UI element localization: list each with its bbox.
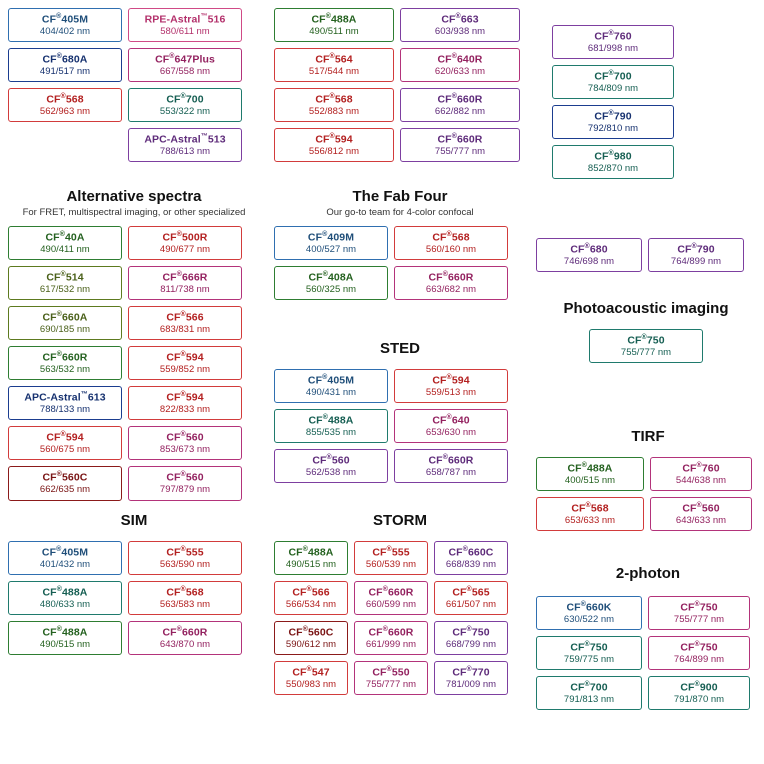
dye-chip[interactable] [8, 466, 122, 500]
dye-wavelength: 580/611 nm [160, 25, 210, 37]
dye-chip[interactable] [552, 65, 674, 99]
dye-wavelength: 400/515 nm [564, 474, 616, 486]
dye-wavelength: 759/775 nm [563, 653, 615, 665]
dye-wavelength: 552/883 nm [308, 106, 360, 118]
dye-wavelength: 603/938 nm [434, 25, 486, 37]
dye-name: CF®750 [452, 626, 490, 639]
dye-wavelength: 559/513 nm [425, 386, 477, 398]
dye-wavelength: 788/133 nm [39, 404, 91, 416]
dye-wavelength: 563/583 nm [159, 598, 211, 610]
dye-chip[interactable] [8, 541, 122, 575]
dye-name: CF®980 [594, 150, 632, 163]
dye-name: CF®566 [292, 586, 330, 599]
dye-name: CF®405M [41, 13, 89, 26]
dye-wavelength: 560/160 nm [425, 243, 477, 255]
dye-chip[interactable] [552, 145, 674, 179]
dye-wavelength: 755/777 nm [673, 613, 725, 625]
group-top-middle [274, 8, 534, 168]
dye-name: CF®660R [162, 626, 208, 639]
dye-wavelength: 490/515 nm [39, 639, 91, 651]
dye-wavelength: 563/532 nm [39, 364, 91, 376]
dye-chip[interactable] [128, 386, 242, 420]
dye-chip[interactable] [434, 661, 508, 695]
dye-chip[interactable] [274, 541, 348, 575]
dye-wavelength: 556/812 nm [308, 146, 360, 158]
dye-chip[interactable] [650, 497, 752, 531]
dye-wavelength: 653/633 nm [564, 514, 616, 526]
dye-chip[interactable] [128, 541, 242, 575]
dye-wavelength: 660/599 nm [365, 598, 417, 610]
dye-wavelength: 517/544 nm [308, 65, 360, 77]
dye-chip[interactable] [552, 25, 674, 59]
chip-grid-top-left [8, 8, 260, 168]
dye-wavelength: 490/411 nm [40, 243, 90, 255]
dye-chip[interactable] [8, 226, 122, 260]
dye-chip[interactable] [128, 466, 242, 500]
dye-name: CF®566 [166, 311, 204, 324]
section-title-two-photon: 2-photon [615, 565, 681, 582]
dye-wavelength: 400/527 nm [305, 243, 357, 255]
dye-wavelength: 755/777 nm [620, 347, 672, 359]
dye-name: CF®900 [680, 681, 718, 694]
group-tirf [536, 428, 760, 537]
dye-chip[interactable] [434, 621, 508, 655]
chip-grid-two-photon [536, 596, 760, 716]
dye-chip[interactable] [274, 581, 348, 615]
dye-wavelength: 855/535 nm [305, 426, 357, 438]
dye-chip[interactable] [128, 128, 242, 162]
group-top-right [552, 25, 682, 185]
section-title-fab-four: The Fab Four [352, 188, 448, 205]
dye-wavelength: 658/787 nm [425, 467, 477, 479]
dye-name: CF®660R [437, 133, 483, 146]
dye-chip[interactable] [274, 8, 394, 42]
dye-name: CF®660R [428, 454, 474, 467]
dye-name: CF®40A [45, 231, 85, 244]
dye-wavelength: 590/612 nm [285, 639, 337, 651]
group-photoacoustic [536, 238, 756, 369]
dye-chip[interactable] [274, 661, 348, 695]
section-title-tirf: TIRF [631, 428, 665, 445]
section-title-alternative-spectra: Alternative spectra [66, 188, 202, 205]
section-title-sim: SIM [120, 512, 148, 529]
dye-chip[interactable] [400, 88, 520, 122]
dye-wavelength: 792/810 nm [587, 123, 639, 135]
dye-chip[interactable] [536, 238, 642, 272]
dye-name: CF®640R [437, 53, 483, 66]
chip-grid-sim [8, 541, 260, 661]
dye-name: CF®488A [567, 462, 613, 475]
dye-name: CF®760 [594, 30, 632, 43]
dye-name: CF®568 [571, 502, 609, 515]
dye-name: CF®660R [437, 93, 483, 106]
dye-name: CF®700 [594, 70, 632, 83]
dye-chip[interactable] [128, 88, 242, 122]
dye-chip[interactable] [394, 266, 508, 300]
dye-chip[interactable] [128, 426, 242, 460]
dye-name: CF®560 [166, 471, 204, 484]
dye-chip[interactable] [354, 581, 428, 615]
dye-chip[interactable] [536, 676, 642, 710]
dye-name: CF®750 [680, 601, 718, 614]
dye-wavelength: 755/777 nm [365, 679, 417, 691]
dye-wavelength: 617/532 nm [39, 283, 91, 295]
dye-name: CF®594 [166, 351, 204, 364]
dye-name: CF®770 [452, 666, 490, 679]
dye-name: CF®568 [432, 231, 470, 244]
dye-wavelength: 663/682 nm [425, 283, 477, 295]
dye-wavelength: 668/839 nm [445, 558, 497, 570]
dye-wavelength: 788/613 nm [159, 146, 211, 158]
dye-chip[interactable] [434, 541, 508, 575]
dye-wavelength: 668/799 nm [445, 639, 497, 651]
dye-chip[interactable] [128, 8, 242, 42]
dye-wavelength: 550/983 nm [285, 679, 337, 691]
dye-wavelength: 791/813 nm [563, 694, 615, 706]
dye-chip[interactable] [8, 266, 122, 300]
dye-wavelength: 797/879 nm [159, 484, 211, 496]
section-subtitle-alternative-spectra: For FRET, multispectral imaging, or other specialized [22, 207, 246, 218]
dye-name: CF®700 [570, 681, 608, 694]
group-sim [8, 512, 260, 661]
group-alternative-spectra [8, 188, 260, 507]
dye-name: CF®560 [312, 454, 350, 467]
dye-name: CF®514 [46, 271, 84, 284]
dye-wavelength: 667/558 nm [159, 65, 211, 77]
dye-name: CF®750 [570, 641, 608, 654]
dye-chip[interactable] [394, 449, 508, 483]
dye-name: CF®594 [315, 133, 353, 146]
dye-chip[interactable] [128, 226, 242, 260]
dye-name: CF®409M [307, 231, 355, 244]
dye-name: CF®500R [162, 231, 208, 244]
dye-chip[interactable] [536, 596, 642, 630]
dye-wavelength: 566/534 nm [285, 598, 337, 610]
dye-name: CF®660K [566, 601, 612, 614]
dye-chip[interactable] [274, 48, 394, 82]
dye-name: CF®594 [46, 431, 84, 444]
dye-chip[interactable] [274, 409, 388, 443]
dye-name: CF®663 [441, 13, 479, 26]
dye-chip[interactable] [394, 226, 508, 260]
dye-chip[interactable] [648, 238, 744, 272]
dye-name: CF®408A [308, 271, 354, 284]
dye-chip[interactable] [8, 621, 122, 655]
dye-name: CF®680A [42, 53, 88, 66]
dye-name: CF®660R [428, 271, 474, 284]
dye-wavelength: 560/325 nm [305, 283, 357, 295]
dye-chip[interactable] [354, 541, 428, 575]
dye-chip[interactable] [354, 661, 428, 695]
chip-grid-sted [274, 369, 526, 489]
dye-chip[interactable] [274, 88, 394, 122]
group-sted [274, 340, 526, 489]
dye-chip[interactable] [536, 497, 644, 531]
dye-name: CF®405M [307, 374, 355, 387]
dye-chip[interactable] [434, 581, 508, 615]
dye-wavelength: 620/633 nm [434, 65, 486, 77]
dye-name: CF®488A [311, 13, 357, 26]
dye-wavelength: 643/870 nm [159, 639, 211, 651]
dye-wavelength: 401/432 nm [39, 558, 91, 570]
dye-name: APC-Astral™513 [144, 133, 226, 146]
dye-chip[interactable] [8, 426, 122, 460]
dye-name: CF®594 [166, 391, 204, 404]
dye-wavelength: 490/515 nm [285, 558, 337, 570]
dye-name: APC-Astral™613 [24, 391, 106, 404]
dye-chip[interactable] [8, 88, 122, 122]
dye-chip[interactable] [394, 369, 508, 403]
dye-name: CF®660R [368, 586, 414, 599]
dye-wavelength: 683/831 nm [159, 324, 211, 336]
dye-wavelength: 852/870 nm [587, 163, 639, 175]
dye-chip[interactable] [128, 266, 242, 300]
dye-wavelength: 630/522 nm [563, 613, 615, 625]
dye-name: CF®647Plus [155, 53, 215, 66]
dye-chip[interactable] [8, 386, 122, 420]
dye-chip[interactable] [128, 581, 242, 615]
chip-grid-top-middle [274, 8, 534, 168]
dye-wavelength: 662/882 nm [434, 106, 486, 118]
dye-wavelength: 784/809 nm [587, 82, 639, 94]
dye-name: CF®564 [315, 53, 353, 66]
dye-wavelength: 490/677 nm [159, 243, 211, 255]
dye-name: CF®547 [292, 666, 330, 679]
dye-name: CF®488A [42, 586, 88, 599]
dye-name: CF®405M [41, 546, 89, 559]
dye-wavelength: 764/899 nm [673, 653, 725, 665]
dye-name: CF®660A [42, 311, 88, 324]
dye-wavelength: 690/185 nm [39, 324, 91, 336]
dye-name: CF®560C [42, 471, 88, 484]
dye-name: CF®660C [448, 546, 494, 559]
dye-name: CF®488A [308, 414, 354, 427]
group-top-left [8, 8, 260, 168]
dye-chip[interactable] [128, 48, 242, 82]
dye-chip[interactable] [274, 128, 394, 162]
dye-wavelength: 661/507 nm [445, 598, 497, 610]
dye-wavelength: 562/538 nm [305, 467, 357, 479]
dye-chip[interactable] [274, 621, 348, 655]
chip-grid-fab-four [274, 226, 526, 306]
dye-name: CF®660R [42, 351, 88, 364]
section-title-storm: STORM [373, 512, 427, 529]
dye-chip[interactable] [128, 346, 242, 380]
section-title-photoacoustic: Photoacoustic imaging [563, 300, 729, 318]
dye-wavelength: 544/638 nm [675, 474, 727, 486]
dye-name: CF®560C [288, 626, 334, 639]
dye-wavelength: 781/009 nm [445, 679, 497, 691]
dye-name: CF®560 [682, 502, 720, 515]
dye-chip[interactable] [552, 105, 674, 139]
chip-grid-photoacoustic [536, 329, 756, 369]
dye-wavelength: 746/698 nm [563, 255, 615, 267]
dye-chip[interactable] [536, 457, 644, 491]
group-fab-four [274, 188, 526, 306]
dye-chip[interactable] [274, 449, 388, 483]
dye-wavelength: 560/539 nm [365, 558, 417, 570]
chip-grid-alternative-spectra [8, 226, 260, 507]
dye-name: CF®568 [315, 93, 353, 106]
dye-chip[interactable] [400, 48, 520, 82]
chip-grid-storm [274, 541, 526, 701]
dye-name: CF®594 [432, 374, 470, 387]
dye-name: CF®568 [166, 586, 204, 599]
dye-name: RPE-Astral™516 [144, 13, 226, 26]
dye-name: CF®750 [627, 334, 665, 347]
chip-grid-top-right [552, 25, 682, 185]
dye-name: CF®550 [372, 666, 410, 679]
chip-grid-photoacoustic-top [536, 238, 756, 278]
dye-wavelength: 662/635 nm [39, 484, 91, 496]
dye-name: CF®700 [166, 93, 204, 106]
dye-wavelength: 661/999 nm [365, 639, 417, 651]
section-title-sted: STED [379, 340, 420, 357]
dye-wavelength: 853/673 nm [159, 444, 211, 456]
dye-wavelength: 559/852 nm [159, 364, 211, 376]
dye-name: CF®488A [288, 546, 334, 559]
dye-name: CF®568 [46, 93, 84, 106]
section-subtitle-fab-four: Our go-to team for 4-color confocal [326, 207, 474, 218]
dye-name: CF®666R [162, 271, 208, 284]
dye-chip[interactable] [648, 676, 750, 710]
dye-wavelength: 681/998 nm [587, 42, 639, 54]
dye-wavelength: 811/738 nm [160, 283, 210, 295]
dye-chip[interactable] [400, 8, 520, 42]
dye-name: CF®488A [42, 626, 88, 639]
dye-wavelength: 791/870 nm [673, 694, 725, 706]
dye-chip[interactable] [536, 636, 642, 670]
dye-name: CF®790 [594, 110, 632, 123]
dye-chip[interactable] [8, 48, 122, 82]
dye-wavelength: 563/590 nm [159, 558, 211, 570]
dye-chip[interactable] [650, 457, 752, 491]
dye-wavelength: 755/777 nm [434, 146, 486, 158]
dye-name: CF®560 [166, 431, 204, 444]
dye-wavelength: 764/899 nm [670, 255, 722, 267]
dye-chip[interactable] [648, 636, 750, 670]
dye-wavelength: 480/633 nm [39, 598, 91, 610]
dye-chip[interactable] [400, 128, 520, 162]
dye-name: CF®640 [432, 414, 470, 427]
chip-grid-tirf [536, 457, 760, 537]
dye-wavelength: 822/833 nm [159, 404, 211, 416]
dye-name: CF®750 [680, 641, 718, 654]
dye-wavelength: 560/675 nm [39, 444, 91, 456]
dye-wavelength: 643/633 nm [675, 514, 727, 526]
dye-wavelength: 404/402 nm [39, 25, 91, 37]
dye-chip[interactable] [274, 369, 388, 403]
dye-name: CF®680 [570, 243, 608, 256]
dye-chip[interactable] [8, 581, 122, 615]
dye-chip[interactable] [274, 226, 388, 260]
dye-chip[interactable] [8, 346, 122, 380]
dye-name: CF®555 [166, 546, 204, 559]
dye-chip[interactable] [8, 8, 122, 42]
dye-name: CF®660R [368, 626, 414, 639]
dye-name: CF®790 [677, 243, 715, 256]
dye-name: CF®555 [372, 546, 410, 559]
dye-chip[interactable] [354, 621, 428, 655]
dye-wavelength: 653/630 nm [425, 426, 477, 438]
dye-chip[interactable] [128, 306, 242, 340]
dye-chip[interactable] [274, 266, 388, 300]
dye-chip[interactable] [589, 329, 703, 363]
dye-wavelength: 490/431 nm [305, 386, 357, 398]
group-storm [274, 512, 526, 701]
dye-name: CF®565 [452, 586, 490, 599]
dye-chip[interactable] [648, 596, 750, 630]
dye-name: CF®760 [682, 462, 720, 475]
dye-chip[interactable] [394, 409, 508, 443]
dye-wavelength: 490/511 nm [309, 25, 359, 37]
dye-wavelength: 553/322 nm [159, 106, 211, 118]
dye-chip[interactable] [8, 306, 122, 340]
group-two-photon [536, 565, 760, 716]
dye-wavelength: 491/517 nm [39, 65, 91, 77]
dye-chip[interactable] [128, 621, 242, 655]
dye-wavelength: 562/963 nm [39, 106, 91, 118]
